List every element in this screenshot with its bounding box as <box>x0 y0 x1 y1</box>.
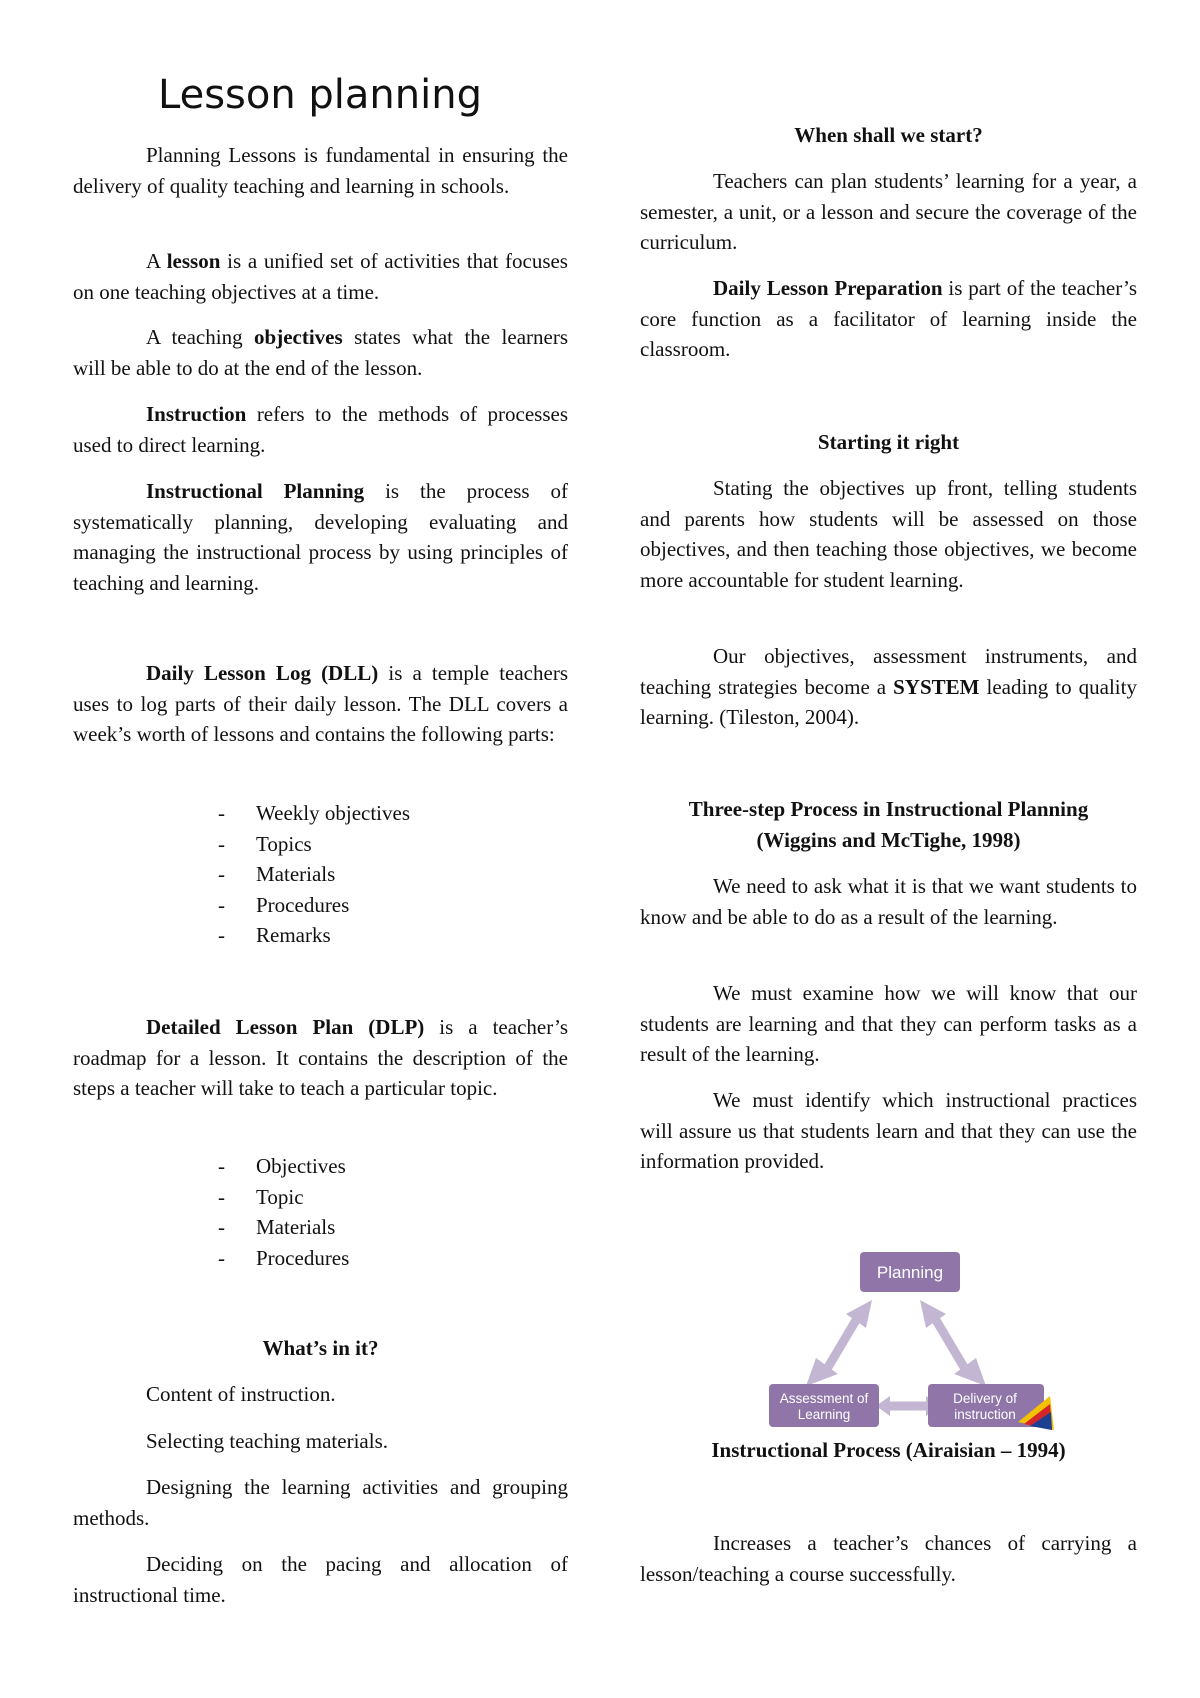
list-item: - Procedures <box>218 1243 713 1274</box>
when-start-paragraph: Teachers can plan students’ learning for a year, a semester, a unit, or a lesson and secure the coverage of the curriculum. <box>640 169 1137 254</box>
three-step-paragraph: We must identify which instructional practices will assure us that students learn and that they can use the information provided. <box>640 1088 1137 1173</box>
whats-item: Designing the learning activities and grouping methods. <box>73 1475 568 1530</box>
dlp-definition: Detailed Lesson Plan (DLP) is a teacher’s roadmap for a lesson. It contains the description of the steps a teacher will take to teach a particular topic. <box>73 1015 568 1100</box>
dll-parts-list <box>73 798 713 951</box>
list-item: - Procedures <box>218 890 713 921</box>
three-step-heading: Three-step Process in Instructional Planning (Wiggins and McTighe, 1998) <box>688 797 1089 852</box>
term-dlp: Detailed Lesson Plan (DLP) <box>146 1015 425 1039</box>
whats-item: Content of instruction. <box>146 1382 336 1406</box>
diagram-caption: Instructional Process (Airaisian – 1994) <box>711 1438 1066 1462</box>
final-paragraph: Increases a teacher’s chances of carrying a lesson/teaching a course successfully. <box>640 1531 1137 1586</box>
instructional-process-diagram <box>768 1250 1056 1436</box>
term-instructional-planning: Instructional Planning <box>146 479 365 503</box>
list-item: - Weekly objectives <box>218 798 713 829</box>
term-dll: Daily Lesson Log (DLL) <box>146 661 379 685</box>
starting-right-heading: Starting it right <box>817 430 960 454</box>
instruction-definition: Instruction refers to the methods of processes used to direct learning. <box>73 402 568 457</box>
assessment-label: Assessment of <box>779 1391 869 1406</box>
whats-item: Deciding on the pacing and allocation of instructional time. <box>73 1552 568 1607</box>
dlp-parts-list <box>73 1151 713 1273</box>
system-paragraph: Our objectives, assessment instruments, and teaching strategies become a SYSTEM leading to quality learning. (Tileston, 2004). <box>640 644 1137 729</box>
planning-label: Planning <box>876 1263 944 1282</box>
dll-definition: Daily Lesson Log (DLL) is a temple teachers uses to log parts of their daily lesson. The DLL covers a week’s worth of lessons and contains the following parts: <box>73 661 568 746</box>
term-objectives: objectives <box>254 325 343 349</box>
when-start-heading: When shall we start? <box>794 123 983 147</box>
delivery-label: instruction <box>954 1407 1016 1422</box>
term-instruction: Instruction <box>146 402 247 426</box>
instructional-planning-definition: Instructional Planning is the process of systematically planning, developing evaluating and managing the instructional process by using principles of teaching and learning. <box>73 479 569 595</box>
list-item: - Objectives <box>218 1151 713 1182</box>
list-item: - Remarks <box>218 920 713 951</box>
whats-item: Selecting teaching materials. <box>146 1429 388 1453</box>
intro-paragraph: Planning Lessons is fundamental in ensuring the delivery of quality teaching and learning in schools. <box>73 143 568 198</box>
objectives-definition: A teaching objectives states what the learners will be able to do at the end of the lesson. <box>73 325 568 380</box>
list-item: - Topic <box>218 1182 713 1213</box>
page-title: Lesson planning <box>158 72 482 118</box>
list-item: - Topics <box>218 829 713 860</box>
term-lesson: lesson <box>166 249 221 273</box>
three-step-paragraph: We must examine how we will know that our students are learning and that they can perform tasks as a result of the learning. <box>640 981 1137 1066</box>
lesson-definition: A lesson is a unified set of activities that focuses on one teaching objectives at a time. <box>73 249 568 304</box>
dlp-prep-paragraph: Daily Lesson Preparation is part of the teacher’s core function as a facilitator of learning inside the classroom. <box>640 276 1137 361</box>
list-item: - Materials <box>218 859 713 890</box>
three-step-paragraph: We need to ask what it is that we want students to know and be able to do as a result of the learning. <box>640 874 1137 929</box>
term-system: SYSTEM <box>893 674 980 699</box>
assessment-label: Learning <box>797 1407 851 1422</box>
whats-in-it-heading: What’s in it? <box>262 1336 379 1360</box>
list-item: - Materials <box>218 1212 713 1243</box>
starting-right-paragraph: Stating the objectives up front, telling students and parents how students will be assessed on those objectives, and then teaching those objectives, we become more accountable for student learning. <box>640 476 1137 592</box>
term-daily-lesson-preparation: Daily Lesson Preparation <box>713 276 943 300</box>
delivery-label: Delivery of <box>953 1391 1017 1406</box>
